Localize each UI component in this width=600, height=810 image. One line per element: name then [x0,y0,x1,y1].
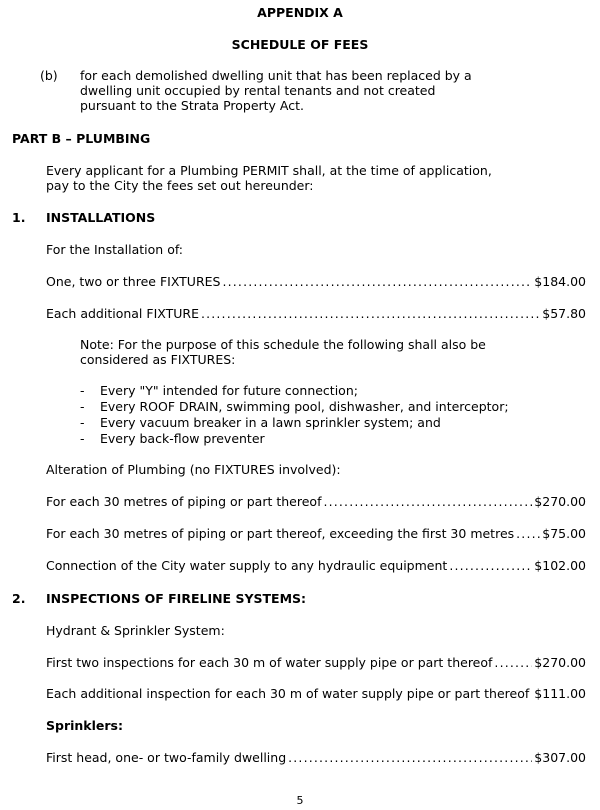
note-line: considered as FIXTURES: [80,352,236,367]
sprinklers-heading: Sprinklers: [46,718,123,733]
note-line: Note: For the purpose of this schedule the following shall also be [80,337,486,352]
fee-description: First two inspections for each 30 m of water supply pipe or part thereof [46,655,493,670]
fee-description: One, two or three FIXTURES [46,274,221,289]
clause-line: dwelling unit occupied by rental tenants and not created [80,83,436,98]
page-number: 5 [296,794,304,807]
fee-row-piping [46,494,586,509]
dot-leader [449,558,532,573]
fee-row-additional-fixture [46,306,586,321]
fee-amount: $307.00 [534,750,586,765]
list-item-text: Every ROOF DRAIN, swimming pool, dishwasher, and interceptor; [100,399,509,414]
page-title: APPENDIX A [257,5,343,20]
fee-description: Each additional inspection for each 30 m of water supply pipe or part thereof [46,686,530,701]
fee-description: For each 30 metres of piping or part thereof [46,494,322,509]
section-1-heading: INSTALLATIONS [46,210,156,225]
clause-line: pursuant to the Strata Property Act. [80,98,305,113]
fee-row-first-head [46,750,586,765]
list-item: - Every vacuum breaker in a lawn sprinkler system; and [80,415,441,430]
fee-description: First head, one- or two-family dwelling [46,750,287,765]
dot-leader [516,526,540,541]
fee-row-fixtures [46,274,586,289]
fee-amount: $75.00 [542,526,586,541]
page-subtitle: SCHEDULE OF FEES [231,37,369,52]
fee-amount: $270.00 [534,494,586,509]
part-b-intro-line: pay to the City the fees set out hereunder: [46,178,314,193]
fee-description: Connection of the City water supply to any hydraulic equipment [46,558,448,573]
section-1-number: 1. [12,210,26,225]
section-2-number: 2. [12,591,26,606]
clause-line: for each demolished dwelling unit that has been replaced by a [80,68,472,83]
alteration-heading: Alteration of Plumbing (no FIXTURES involved): [46,462,341,477]
dot-leader [323,494,532,509]
part-b-intro-line: Every applicant for a Plumbing PERMIT shall, at the time of application, [46,163,492,178]
fee-amount: $102.00 [534,558,586,573]
list-item: - Every "Y" intended for future connection; [80,383,358,398]
fee-amount: $270.00 [534,655,586,670]
fee-amount: $57.80 [542,306,586,321]
fee-row-piping-excess [46,526,586,541]
dot-leader [222,274,532,289]
list-item-text: Every "Y" intended for future connection; [100,383,358,398]
dot-leader [288,750,532,765]
dot-leader [494,655,532,670]
section-1-subheading: For the Installation of: [46,242,184,257]
fee-description: For each 30 metres of piping or part thereof, exceeding the first 30 metres [46,526,515,541]
clause-marker: (b) [40,68,58,83]
list-item-text: Every back-flow preventer [100,431,265,446]
fee-row-additional-inspection [46,686,586,701]
fee-row-water-connection [46,558,586,573]
section-2-subheading: Hydrant & Sprinkler System: [46,623,225,638]
list-item: - Every ROOF DRAIN, swimming pool, dishwasher, and interceptor; [80,399,509,414]
fee-amount: $184.00 [534,274,586,289]
dot-leader [201,306,540,321]
fee-row-first-inspections [46,655,586,670]
dot-leader [531,686,532,701]
list-item-text: Every vacuum breaker in a lawn sprinkler system; and [100,415,441,430]
section-2-heading: INSPECTIONS OF FIRELINE SYSTEMS: [46,591,307,606]
list-item: - Every back-flow preventer [80,431,265,446]
fee-description: Each additional FIXTURE [46,306,199,321]
fee-amount: $111.00 [534,686,586,701]
part-b-heading: PART B – PLUMBING [12,131,151,146]
